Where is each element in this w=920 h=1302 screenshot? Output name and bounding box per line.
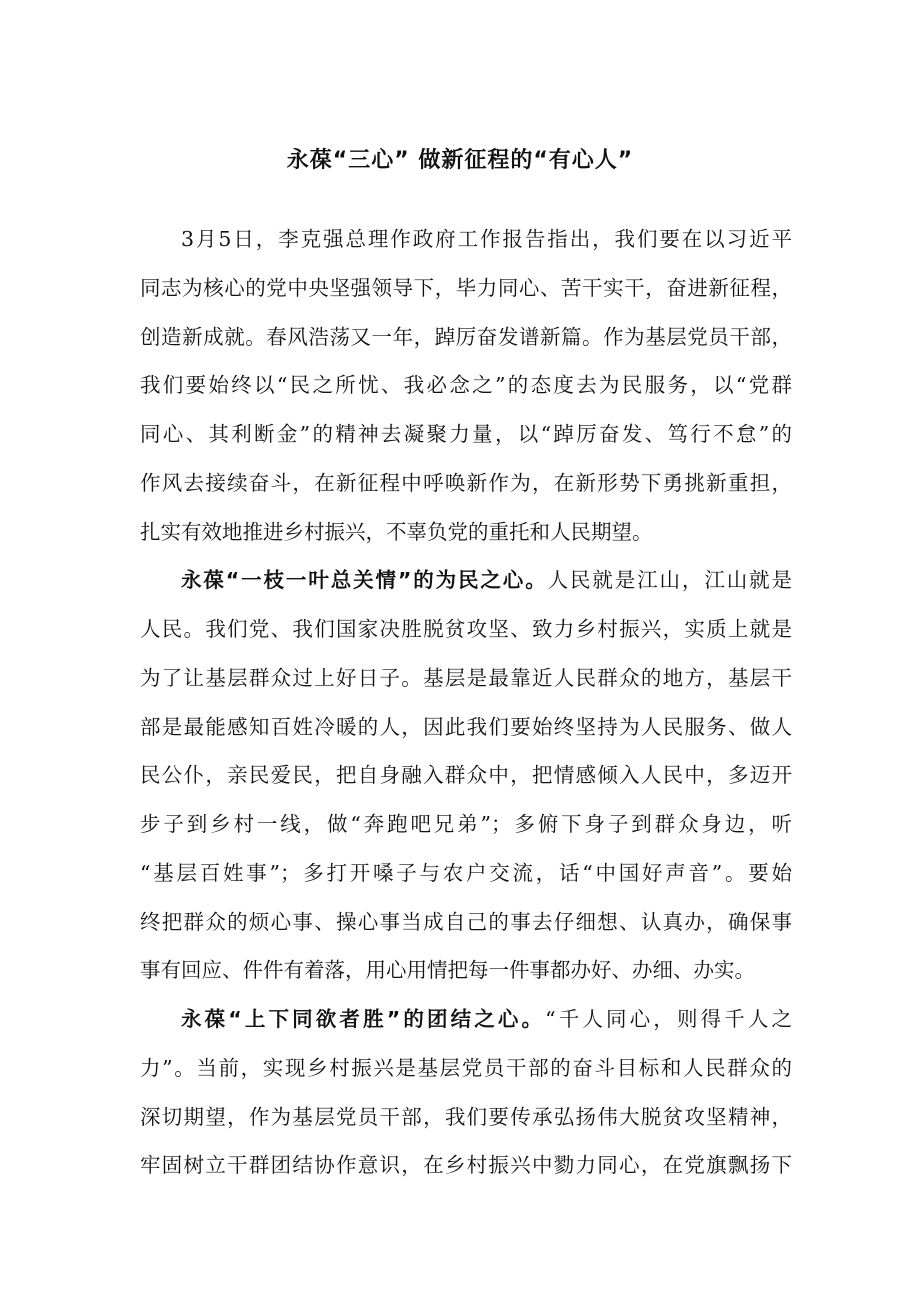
text-line <box>140 1051 792 1100</box>
line-text: 牢固树立干群团结协作意识，在乡村振兴中勠力同心，在党旗飘扬下 <box>140 1153 792 1178</box>
line-text: “千人同心，则得千人之 <box>545 1007 792 1031</box>
section-heading: 永葆“一枝一叶总关情”的为民之心。 <box>181 568 548 593</box>
line-text: “基层百姓事”；多打开嗓子与农户交流，话“中国好声音”。要始 <box>140 860 792 885</box>
text-line <box>140 856 792 905</box>
text-line <box>140 661 792 710</box>
section-heading: 永葆“上下同欲者胜”的团结之心。 <box>181 1007 546 1031</box>
line-text: 人民就是江山，江山就是 <box>547 568 792 593</box>
line-text: 人民。我们党、我们国家决胜脱贫攻坚、致力乡村振兴，实质上就是 <box>140 617 792 641</box>
line-text: 同心、其利断金”的精神去凝聚力量，以“踔厉奋发、笃行不怠”的 <box>140 422 792 446</box>
text-line <box>140 368 792 417</box>
line-text: 3月5日，李克强总理作政府工作报告指出，我们要在以习近平 <box>181 227 792 251</box>
text-line <box>140 320 792 369</box>
line-text: 为了让基层群众过上好日子。基层是最靠近人民群众的地方，基层干 <box>140 665 792 690</box>
text-line <box>140 905 792 954</box>
text-line <box>140 1100 792 1149</box>
text-line <box>140 953 792 1002</box>
text-line <box>140 807 792 856</box>
text-line <box>140 466 792 515</box>
document-body <box>140 222 792 1197</box>
text-line <box>140 563 792 612</box>
line-text: 步子到乡村一线，做“奔跑吧兄弟”；多俯下身子到群众身边，听 <box>140 812 792 836</box>
line-text: 终把群众的烦心事、操心事当成自己的事去仔细想、认真办，确保事 <box>140 909 792 934</box>
line-text: 创造新成就。春风浩荡又一年，踔厉奋发谱新篇。作为基层党员干部， <box>140 324 792 349</box>
text-line <box>140 515 792 564</box>
text-line <box>140 1148 792 1197</box>
text-line <box>140 710 792 759</box>
line-text: 事有回应、件件有着落，用心用情把每一件事都办好、办细、办实。 <box>140 958 755 983</box>
text-line <box>140 417 792 466</box>
line-text: 同志为核心的党中央坚强领导下，毕力同心、苦干实干，奋进新征程， <box>140 275 792 300</box>
document-title: 永葆“三心” 做新征程的“有心人” <box>286 148 634 173</box>
line-text: 深切期望，作为基层党员干部，我们要传承弘扬伟大脱贫攻坚精神， <box>140 1104 792 1129</box>
line-text: 作风去接续奋斗，在新征程中呼唤新作为，在新形势下勇挑新重担， <box>140 470 792 495</box>
text-line <box>140 612 792 661</box>
text-line <box>140 222 792 271</box>
line-text: 民公仆，亲民爱民，把自身融入群众中，把情感倾入人民中，多迈开 <box>140 763 792 788</box>
text-line <box>140 271 792 320</box>
line-text: 扎实有效地推进乡村振兴，不辜负党的重托和人民期望。 <box>140 519 653 544</box>
text-line <box>140 1002 792 1051</box>
line-text: 部是最能感知百姓冷暖的人，因此我们要始终坚持为人民服务、做人 <box>140 714 792 739</box>
line-text: 力”。当前，实现乡村振兴是基层党员干部的奋斗目标和人民群众的 <box>140 1055 792 1080</box>
line-text: 我们要始终以“民之所忧、我必念之”的态度去为民服务，以“党群 <box>140 373 792 398</box>
text-line <box>140 758 792 807</box>
